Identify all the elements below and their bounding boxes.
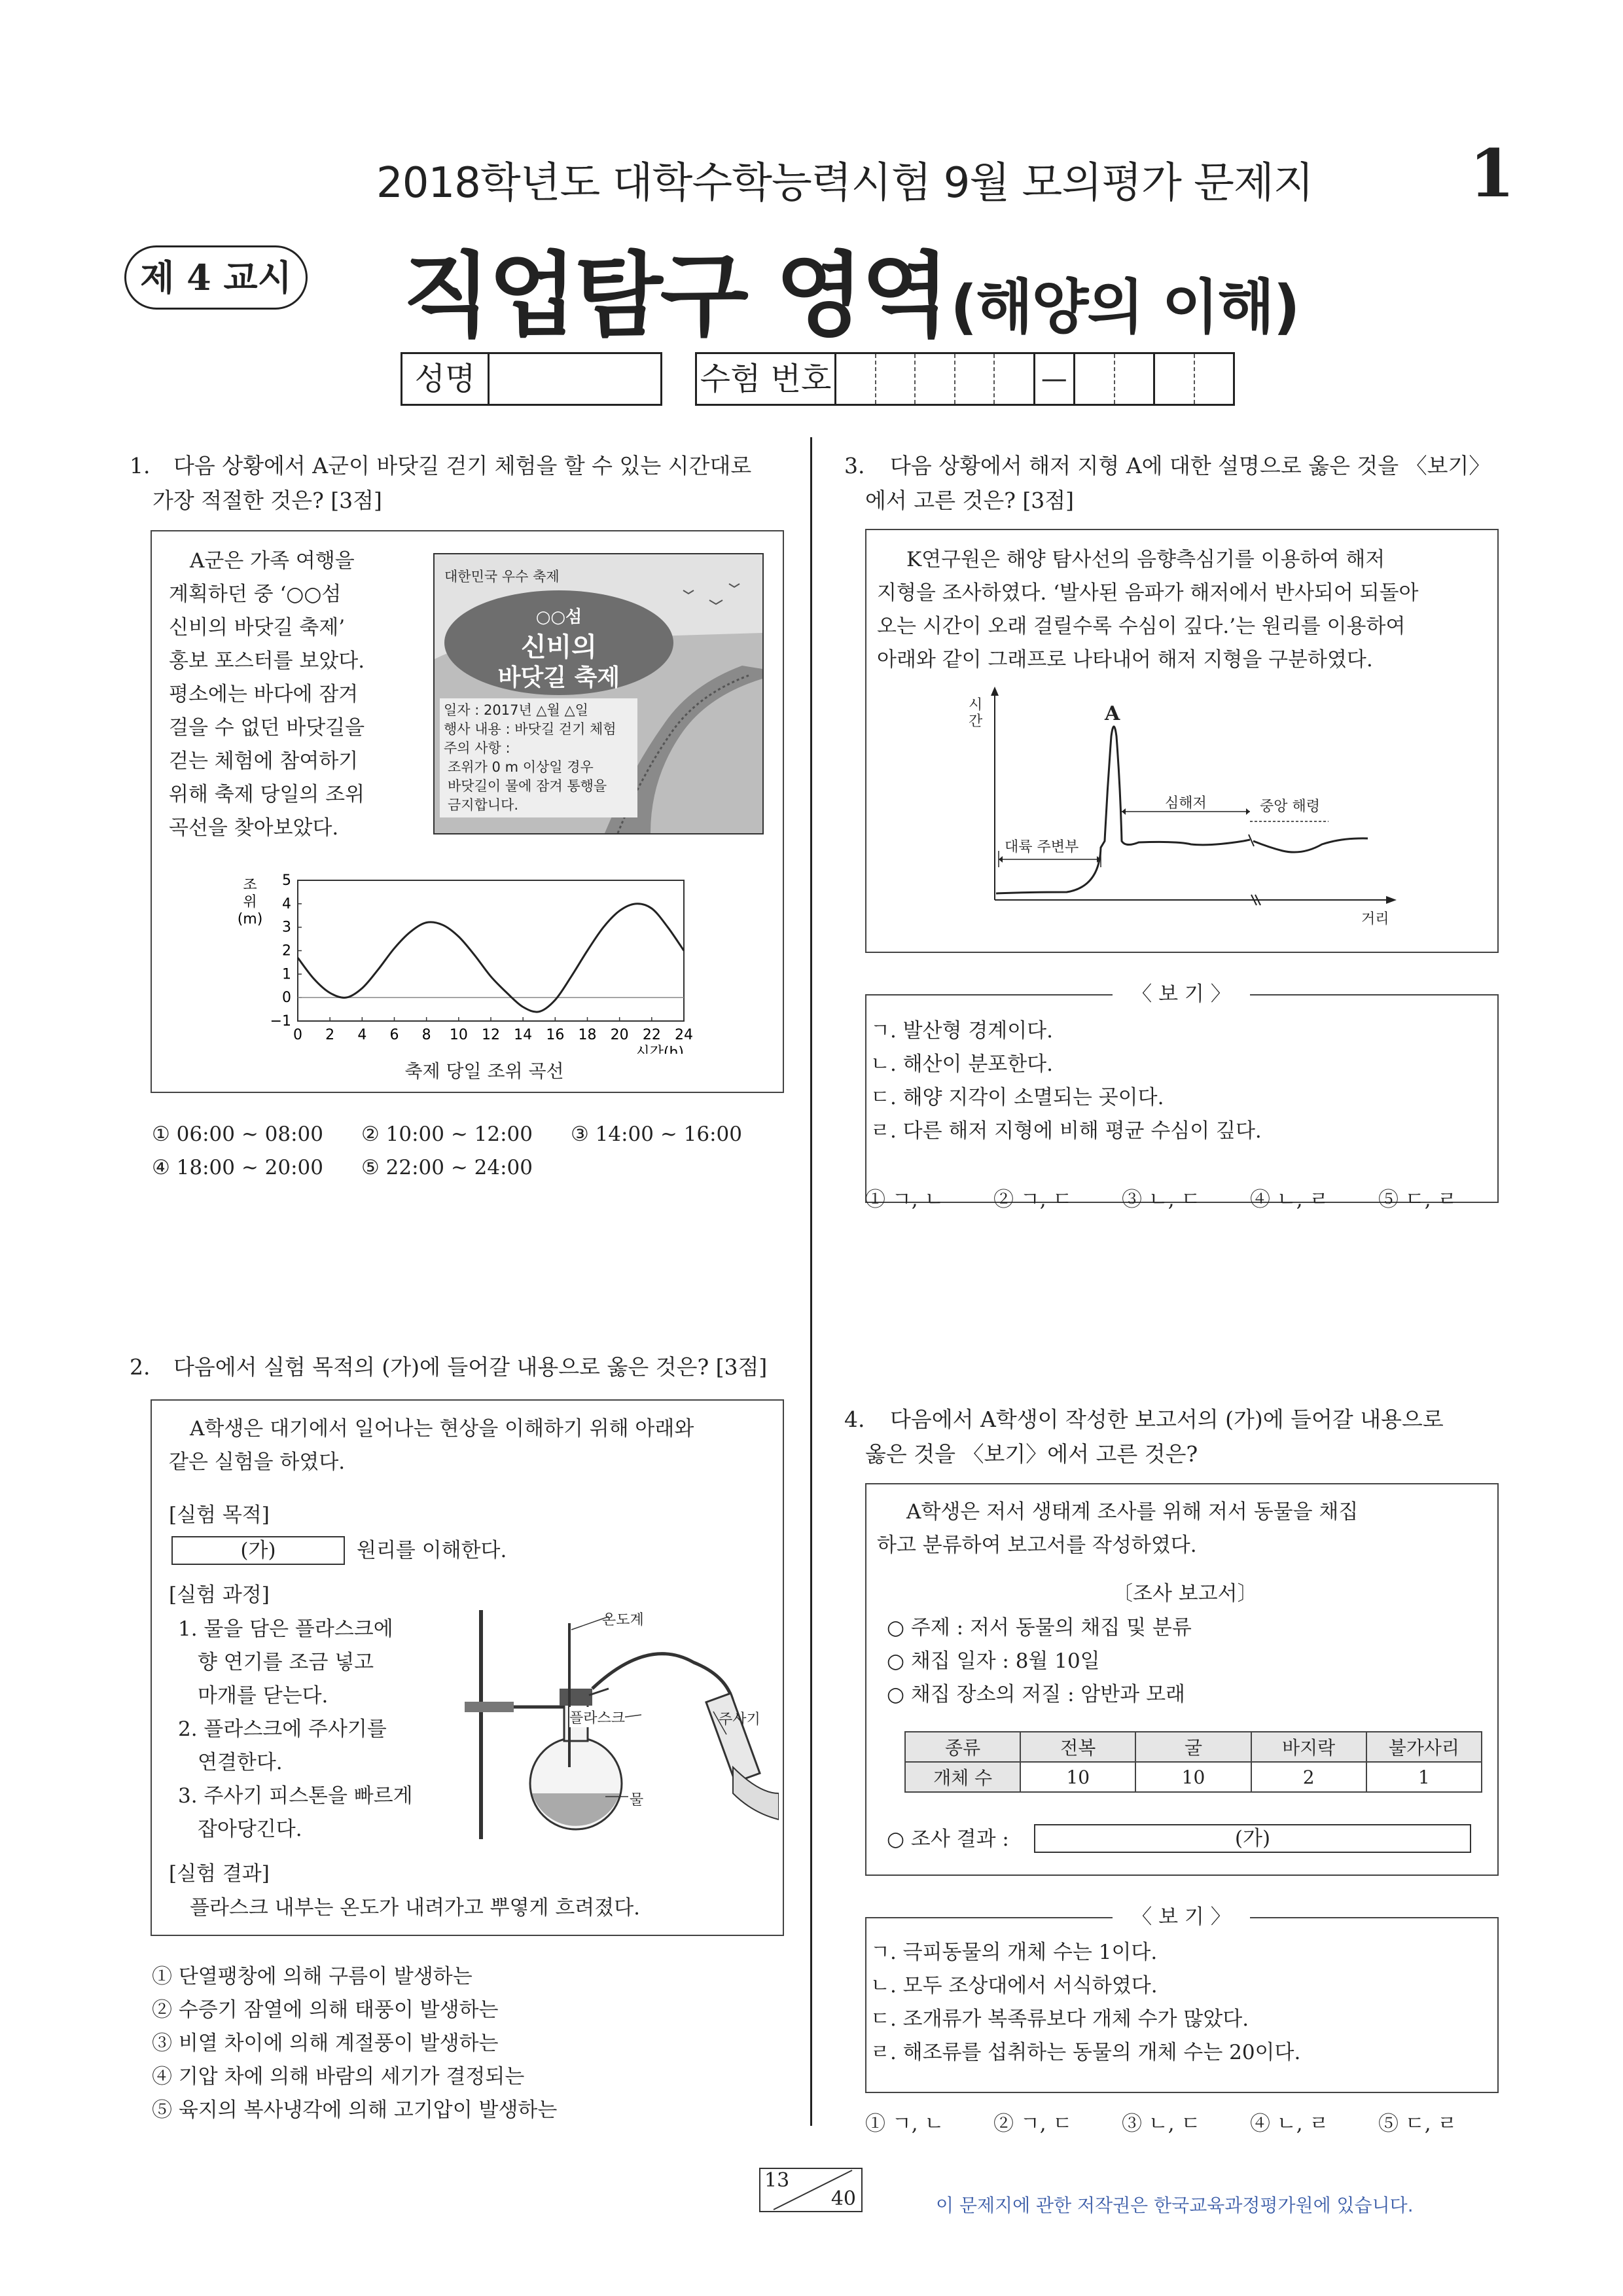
q4-bogi-item: ㄷ. 조개류가 복족류보다 개체 수가 많았다. [870, 2007, 1249, 2031]
profile-ylabel-top: 시 [969, 697, 983, 713]
q4-report-item: ○ 채집 일자 : 8월 10일 [887, 1649, 1100, 1673]
tide-y-axis-label-char: (m) [237, 911, 263, 927]
q4-choice-4[interactable]: ④ ㄴ, ㄹ [1250, 2112, 1329, 2136]
tide-series-line [298, 904, 684, 1012]
lab-apparatus-diagram [452, 1597, 779, 1839]
q3-bogi-item: ㄴ. 해산이 분포한다. [870, 1052, 1053, 1076]
tide-x-tick-label: 10 [449, 1027, 468, 1043]
tide-y-tick-label: 1 [282, 966, 291, 983]
q1-passage-line: 걷는 체험에 참여하기 [169, 749, 359, 773]
q1-passage-line: A군은 가족 여행을 [190, 549, 355, 573]
exam-title: 2018학년도 대학수학능력시험 9월 모의평가 문제지 [376, 159, 1313, 207]
q4-choice-5[interactable]: ⑤ ㄷ, ㄹ [1378, 2112, 1457, 2136]
q1-prompt-line2: 가장 적절한 것은? [3점] [152, 488, 382, 513]
q2-purpose-blank: (가) [171, 1536, 345, 1565]
q4-choice-3[interactable]: ③ ㄴ, ㄷ [1122, 2112, 1201, 2136]
q2-choice-4[interactable]: ④ 기압 차에 의해 바람의 세기가 결정되는 [152, 2065, 525, 2089]
tide-x-tick-label: 2 [325, 1027, 335, 1043]
q4-bogi-item: ㄱ. 극피동물의 개체 수는 1이다. [870, 1941, 1158, 1964]
q2-process-line: 향 연기를 조금 넣고 [198, 1651, 374, 1674]
q2-process-line: 마개를 닫는다. [198, 1684, 329, 1708]
q2-intro-line1: A학생은 대기에서 일어나는 현상을 이해하기 위해 아래와 [190, 1417, 694, 1441]
q2-process-line: 잡아당긴다. [198, 1818, 302, 1841]
table-header: 굴 [1135, 1732, 1251, 1762]
poster-banner: 대한민국 우수 축제 [444, 569, 560, 584]
poster-notice-line: 바닷길이 물에 잠겨 통행을 [448, 778, 607, 794]
profile-region-2: 심해저 [1165, 795, 1207, 812]
festival-poster [433, 553, 764, 834]
q1-passage-line: 홍보 포스터를 보았다. [169, 649, 365, 673]
subject-title [402, 223, 1299, 354]
tide-plot-area [298, 880, 684, 1021]
poster-event: 행사 내용 : 바닷길 걷기 체험 [444, 721, 616, 737]
tide-chart [236, 864, 707, 1054]
q4-report-item: ○ 주제 : 저서 동물의 채집 및 분류 [887, 1616, 1192, 1640]
q4-bogi-item: ㄹ. 해조류를 섭취하는 동물의 개체 수는 20이다. [870, 2041, 1301, 2064]
table-cell: 1 [1366, 1762, 1482, 1792]
q2-process-line: 연결한다. [198, 1751, 283, 1774]
label-thermometer: 온도계 [602, 1612, 644, 1628]
table-header: 바지락 [1251, 1732, 1366, 1762]
q4-report-title: 〔조사 보고서〕 [1113, 1582, 1258, 1605]
tide-x-tick-label: 22 [642, 1027, 661, 1043]
q3-choices [865, 1183, 1496, 1217]
q3-bogi-title: 〈 보 기 〉 [1113, 978, 1250, 1011]
q2-purpose-head: [실험 목적] [169, 1503, 270, 1527]
q1-choice-4[interactable]: ④ 18:00 ~ 20:00 [152, 1156, 324, 1179]
q1-choice-5[interactable]: ⑤ 22:00 ~ 24:00 [361, 1156, 533, 1179]
poster-title2: 바닷길 축제 [497, 664, 620, 691]
tide-chart-title: 축제 당일 조위 곡선 [404, 1060, 564, 1082]
poster-island: ○○섬 [535, 607, 582, 627]
q4-choice-1[interactable]: ① ㄱ, ㄴ [865, 2112, 944, 2136]
tide-y-tick-label: 4 [282, 895, 291, 912]
table-cell: 개체 수 [905, 1762, 1020, 1792]
q3-choice-1[interactable]: ① ㄱ, ㄴ [865, 1188, 944, 1211]
tide-x-tick-label: 12 [482, 1027, 500, 1043]
q2-prompt: 다음에서 실험 목적의 (가)에 들어갈 내용으로 옳은 것은? [3점] [173, 1354, 768, 1380]
q2-process-line: 2. 플라스크에 주사기를 [178, 1717, 387, 1741]
tide-y-axis-label-char: 위 [243, 894, 257, 910]
name-field[interactable] [401, 352, 662, 406]
q3-choice-4[interactable]: ④ ㄴ, ㄹ [1250, 1188, 1329, 1211]
q1-choice-1[interactable]: ① 06:00 ~ 08:00 [152, 1122, 324, 1146]
q1-passage-line: 걸을 수 없던 바닷길을 [169, 716, 365, 740]
tide-y-tick-label: 5 [282, 872, 291, 889]
tide-y-tick-label: −1 [270, 1013, 291, 1030]
table-header: 전복 [1020, 1732, 1135, 1762]
poster-notice-line: 조위가 0 m 이상일 경우 [448, 759, 594, 775]
q1-passage-line: 신비의 바닷길 축제’ [169, 616, 346, 639]
name-label: 성명 [402, 354, 490, 404]
q3-bogi-item: ㄷ. 해양 지각이 소멸되는 곳이다. [870, 1086, 1164, 1109]
q1-passage-line: 계획하던 중 ‘○○섬 [169, 583, 342, 606]
profile-region-3: 중앙 해령 [1260, 798, 1321, 815]
label-syringe: 주사기 [719, 1712, 760, 1728]
table-header: 종류 [905, 1732, 1020, 1762]
tide-y-tick-label: 3 [282, 919, 291, 936]
q2-number: 2. [130, 1354, 151, 1380]
q2-choice-2[interactable]: ② 수증기 잠열에 의해 태풍이 발생하는 [152, 1998, 499, 2022]
poster-info [440, 698, 637, 817]
q3-bogi-list [870, 1014, 1262, 1148]
q3-passage-line: K연구원은 해양 탐사선의 음향측심기를 이용하여 해저 [906, 548, 1385, 571]
exam-number-dash: — [1035, 354, 1076, 404]
q3-passage-line: 오는 시간이 오래 걸릴수록 수심이 깊다.’는 원리를 이용하여 [877, 615, 1406, 638]
q2-result-head: [실험 결과] [169, 1862, 270, 1886]
q3-prompt-line1: 다음 상황에서 해저 지형 A에 대한 설명으로 옳은 것을 〈보기〉 [890, 453, 1491, 478]
tide-y-axis-label [238, 877, 263, 927]
poster-notice-line: 금지합니다. [448, 797, 519, 813]
q1-passage-line: 평소에는 바다에 잠겨 [169, 683, 359, 706]
q2-result: 플라스크 내부는 온도가 내려가고 뿌옇게 흐려졌다. [190, 1896, 640, 1920]
q4-report-item: ○ 채집 장소의 저질 : 암반과 모래 [887, 1683, 1185, 1706]
poster-date: 일자 : 2017년 △월 △일 [444, 702, 588, 718]
q4-prompt-line1: 다음에서 A학생이 작성한 보고서의 (가)에 들어갈 내용으로 [890, 1407, 1444, 1432]
q1-choices [152, 1118, 806, 1185]
profile-peak-label: A [1105, 702, 1120, 725]
table-cell: 10 [1020, 1762, 1135, 1792]
tide-x-tick-label: 6 [389, 1027, 399, 1043]
table-row [905, 1762, 1482, 1792]
q3-bogi-item: ㄹ. 다른 해저 지형에 비해 평균 수심이 깊다. [870, 1119, 1262, 1143]
page-number: 1 [1469, 135, 1515, 212]
q4-choices [865, 2108, 1496, 2141]
q3-passage [877, 543, 1489, 677]
q4-intro-line2: 하고 분류하여 보고서를 작성하였다. [877, 1534, 1197, 1557]
table-cell: 2 [1251, 1762, 1366, 1792]
q4-number: 4. [844, 1407, 865, 1432]
q3-passage-line: 지형을 조사하였다. ‘발사된 음파가 해저에서 반사되어 되돌아 [877, 581, 1419, 605]
page-counter [759, 2168, 863, 2212]
q4-prompt-line2: 옳은 것을 〈보기〉에서 고른 것은? [865, 1441, 1198, 1467]
page-current: 13 [764, 2169, 790, 2192]
label-flask: 플라스크 [569, 1707, 625, 1727]
label-water: 물 [630, 1792, 644, 1808]
q4-bogi-title: 〈 보 기 〉 [1113, 1901, 1250, 1934]
q2-process-line: 1. 물을 담은 플라스크에 [178, 1617, 393, 1641]
subject-sub: (해양의 이해) [950, 273, 1299, 342]
q3-number: 3. [844, 453, 865, 478]
tide-x-tick-label: 14 [514, 1027, 533, 1043]
q3-passage-line: 아래와 같이 그래프로 나타내어 해저 지형을 구분하였다. [877, 648, 1373, 672]
tide-x-tick-label: 24 [675, 1027, 693, 1043]
q1-prompt-line1: 다음 상황에서 A군이 바닷길 걷기 체험을 할 수 있는 시간대로 [173, 453, 752, 478]
q1-passage [169, 545, 424, 845]
q1-passage-line: 곡선을 찾아보았다. [169, 816, 339, 840]
q2-choice-5[interactable]: ⑤ 육지의 복사냉각에 의해 고기압이 발생하는 [152, 2098, 558, 2122]
tide-x-tick-label: 8 [421, 1027, 431, 1043]
q3-bogi-item: ㄱ. 발산형 경계이다. [870, 1019, 1053, 1043]
table-cell: 10 [1135, 1762, 1251, 1792]
q3-prompt-line2: 에서 고른 것은? [3점] [865, 488, 1075, 513]
table-header: 불가사리 [1366, 1732, 1482, 1762]
tide-y-axis-label-char: 조 [243, 877, 257, 893]
q2-choice-3[interactable]: ③ 비열 차이에 의해 계절풍이 발생하는 [152, 2032, 499, 2055]
tide-y-tick-label: 2 [282, 942, 291, 960]
poster-title1: 신비의 [521, 632, 597, 662]
q2-intro-line2: 같은 실험을 하였다. [169, 1450, 346, 1474]
q4-bogi-list [870, 1936, 1300, 2070]
profile-xlabel: 거리 [1361, 911, 1389, 927]
table-header-row [905, 1732, 1482, 1762]
specimen-table [904, 1731, 1482, 1793]
tide-x-tick-label: 20 [610, 1027, 629, 1043]
q1-choice-3[interactable]: ③ 14:00 ~ 16:00 [571, 1122, 743, 1146]
q3-choice-3[interactable]: ③ ㄴ, ㄷ [1122, 1188, 1201, 1211]
q1-number: 1. [130, 453, 151, 478]
q1-prompt [173, 448, 795, 484]
q2-process [178, 1613, 453, 1846]
q2-purpose-rest: 원리를 이해한다. [357, 1539, 507, 1562]
q2-process-line: 3. 주사기 피스톤을 빠르게 [178, 1784, 413, 1808]
profile-ylabel-bottom: 간 [969, 713, 983, 730]
q4-result-label: ○ 조사 결과 : [887, 1827, 1009, 1851]
copyright-notice: 이 문제지에 관한 저작권은 한국교육과정평가원에 있습니다. [936, 2195, 1414, 2216]
period-badge: 제 4 교시 [124, 245, 308, 310]
tide-x-tick-label: 18 [578, 1027, 597, 1043]
q3-choice-5[interactable]: ⑤ ㄷ, ㄹ [1378, 1188, 1457, 1211]
column-divider [810, 437, 812, 2126]
tide-y-tick-label: 0 [282, 990, 291, 1007]
subject-main: 직업탐구 영역 [402, 243, 948, 350]
q2-choice-1[interactable]: ① 단열팽창에 의해 구름이 발생하는 [152, 1965, 473, 1988]
q4-bogi-item: ㄴ. 모두 조상대에서 서식하였다. [870, 1974, 1158, 1998]
tide-x-axis-label: 시간(h) [635, 1045, 684, 1054]
q4-choice-2[interactable]: ② ㄱ, ㄷ [993, 2112, 1073, 2136]
profile-region-1: 대륙 주변부 [1005, 839, 1079, 855]
page-total: 40 [830, 2187, 856, 2210]
tide-x-tick-label: 4 [357, 1027, 367, 1043]
tide-x-tick-label: 0 [293, 1027, 302, 1043]
q1-choice-2[interactable]: ② 10:00 ~ 12:00 [361, 1122, 533, 1146]
q4-intro [877, 1496, 1489, 1562]
poster-notice-head: 주의 사항 : [444, 740, 510, 756]
q2-intro [169, 1412, 771, 1479]
exam-number-field[interactable] [695, 352, 1235, 406]
q4-report-items [887, 1611, 1192, 1712]
q3-choice-2[interactable]: ② ㄱ, ㄷ [993, 1188, 1073, 1211]
seafloor-profile [962, 684, 1420, 933]
q2-process-head: [실험 과정] [169, 1583, 270, 1607]
tide-chart-svg [236, 864, 707, 1054]
q4-intro-line1: A학생은 저서 생태계 조사를 위해 저서 동물을 채집 [906, 1500, 1359, 1524]
exam-number-label: 수험 번호 [697, 354, 836, 404]
q2-choices [152, 1960, 806, 2127]
q1-passage-line: 위해 축제 당일의 조위 [169, 783, 365, 806]
tide-x-tick-label: 16 [546, 1027, 565, 1043]
q4-result-blank: (가) [1034, 1824, 1471, 1853]
